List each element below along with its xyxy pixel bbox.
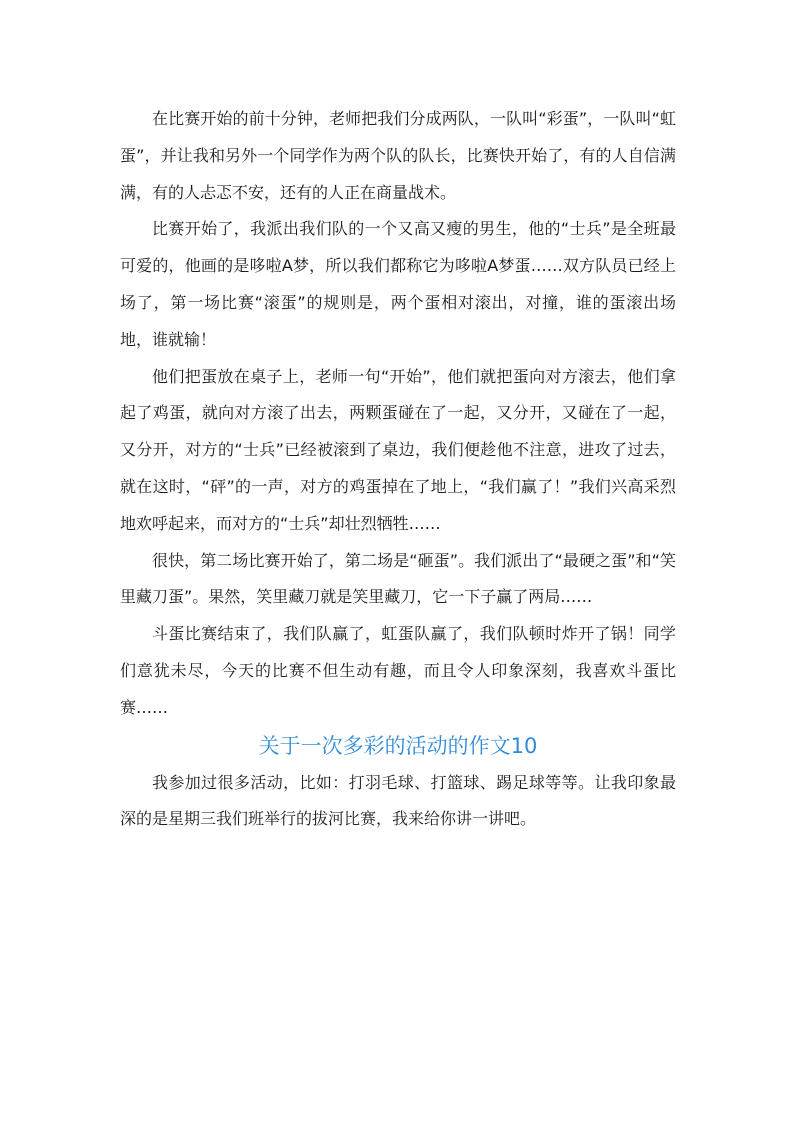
paragraph-second-match: 很快，第二场比赛开始了，第二场是“砸蛋”。我们派出了“最硬之蛋”和“笑里藏刀蛋”。果然，笑里藏刀就是笑里藏刀，它一下子赢了两局……: [120, 550, 676, 607]
essay-heading: 关于一次多彩的活动的作文10: [258, 733, 538, 758]
paragraph-conclusion: 斗蛋比赛结束了，我们队赢了，虹蛋队赢了，我们队顿时炸开了锅！同学们意犹未尽，今天的比赛不但生动有趣，而且令人印象深刻，我喜欢斗蛋比赛……: [120, 624, 676, 717]
paragraph-rolling-contest: 他们把蛋放在桌子上，老师一句“开始”，他们就把蛋向对方滚去，他们拿起了鸡蛋，就向对方滚了出去，两颗蛋碰在了一起，又分开，又碰在了一起，又分开，对方的“士兵”已经被滚到了桌边，我们便趁他不注意，进攻了过去，就在这时，“砰”的一声，对方的鸡蛋掉在了地上，“我们赢了！”我们兴高采烈地欢呼起来，而对方的“士兵”却壮烈牺牲……: [120, 366, 676, 533]
document-page: [120, 101, 676, 838]
paragraph-new-essay-intro: 我参加过很多活动，比如：打羽毛球、打篮球、踢足球等等。让我印象最深的是星期三我们班举行的拔河比赛，我来给你讲一讲吧。: [120, 772, 676, 829]
paragraph-first-match: 比赛开始了，我派出我们队的一个又高又瘦的男生，他的“士兵”是全班最可爱的，他画的是哆啦A梦，所以我们都称它为哆啦A梦蛋……双方队员已经上场了，第一场比赛“滚蛋”的规则是，两个蛋相对滚出，对撞，谁的蛋滚出场地，谁就输！: [120, 219, 676, 349]
paragraph-team-split: 在比赛开始的前十分钟，老师把我们分成两队，一队叫“彩蛋”，一队叫“虹蛋”，并让我和另外一个同学作为两个队的队长，比赛快开始了，有的人自信满满，有的人忐忑不安，还有的人正在商量战术。: [120, 109, 676, 202]
